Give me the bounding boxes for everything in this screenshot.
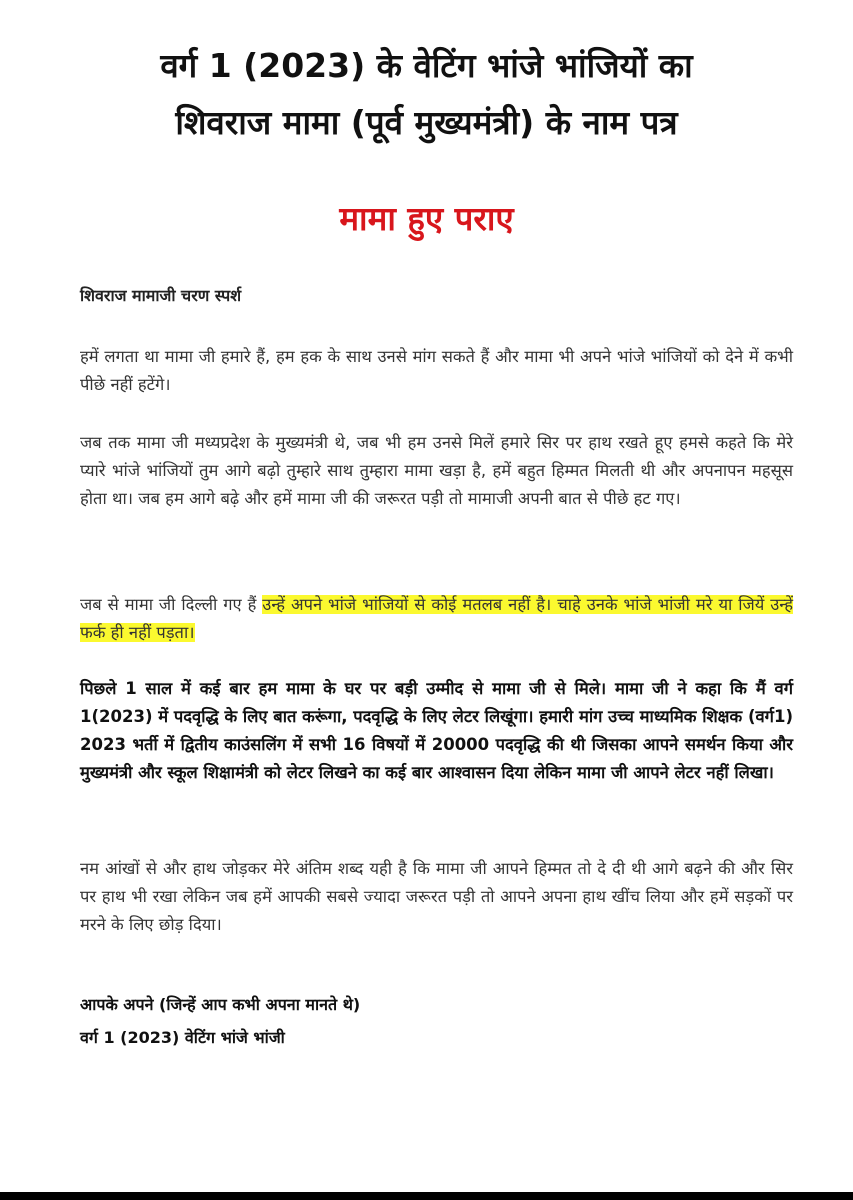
page-title-line-1: वर्ग 1 (2023) के वेटिंग भांजे भांजियों का	[160, 46, 693, 85]
paragraph-4: पिछले 1 साल में कई बार हम मामा के घर पर बड़ी उम्मीद से मामा जी से मिले। मामा जी ने कहा कि मैं वर्ग 1(2023) में पदवृद्धि के लिए बात करूंगा, पदवृद्धि के लिए लेटर लिखूंगा। हमारी मांग उच्च माध्यमिक शिक्षक (वर्ग1) 2023 भर्ती में द्वितीय काउंसलिंग में सभी 16 विषयों में 20000 पदवृद्धि की थी जिसका आपने समर्थन किया और मुख्यमंत्री और स्कूल शिक्षामंत्री को लेटर लिखने का कई बार आश्वासन दिया लेकिन मामा जी आपने लेटर नहीं लिखा।	[80, 679, 793, 782]
page-title-line-2: शिवराज मामा (पूर्व मुख्यमंत्री) के नाम पत्र	[175, 103, 678, 142]
paragraph-1: हमें लगता था मामा जी हमारे हैं, हम हक के साथ उनसे मांग सकते हैं और मामा भी अपने भांजे भांजियों को देने में कभी पीछे नहीं हटेंगे।	[80, 347, 793, 394]
signoff-line-1: आपके अपने (जिन्हें आप कभी अपना मानते थे)	[80, 995, 361, 1014]
highlighted-text: उन्हें अपने भांजे भांजियों से कोई मतलब नहीं है। चाहे उनके भांजे भांजी मरे या जियें उन्हें फर्क ही नहीं पड़ता।	[80, 595, 793, 642]
paragraph-3	[80, 591, 793, 647]
signoff-line-2: वर्ग 1 (2023) वेटिंग भांजे भांजी	[80, 1028, 285, 1047]
paragraph-5: नम आंखों से और हाथ जोड़कर मेरे अंतिम शब्द यही है कि मामा जी आपने हिम्मत तो दे दी थी आगे बढ़ने की और सिर पर हाथ भी रखा लेकिन जब हमें आपकी सबसे ज्यादा जरूरत पड़ी तो आपने अपना हाथ खींच लिया और हमें सड़कों पर मरने के लिए छोड़ दिया।	[80, 859, 793, 934]
bottom-border	[0, 1192, 853, 1200]
paragraph-2: जब तक मामा जी मध्यप्रदेश के मुख्यमंत्री थे, जब भी हम उनसे मिलें हमारे सिर पर हाथ रखते हूए हमसे कहते कि मेरे प्यारे भांजे भांजियों तुम आगे बढ़ो तुम्हारे साथ तुम्हारा मामा खड़ा है, हमें बहुत हिम्मत मिलती थी और अपनापन महसूस होता था। जब हम आगे बढ़े और हमें मामा जी की जरूरत पड़ी तो मामाजी अपनी बात से पीछे हट गए।	[80, 433, 793, 508]
paragraph-3-text: जब से मामा जी दिल्ली गए हैं	[80, 595, 263, 614]
page-subtitle: मामा हुए पराए	[339, 199, 514, 238]
salutation: शिवराज मामाजी चरण स्पर्श	[80, 286, 242, 305]
